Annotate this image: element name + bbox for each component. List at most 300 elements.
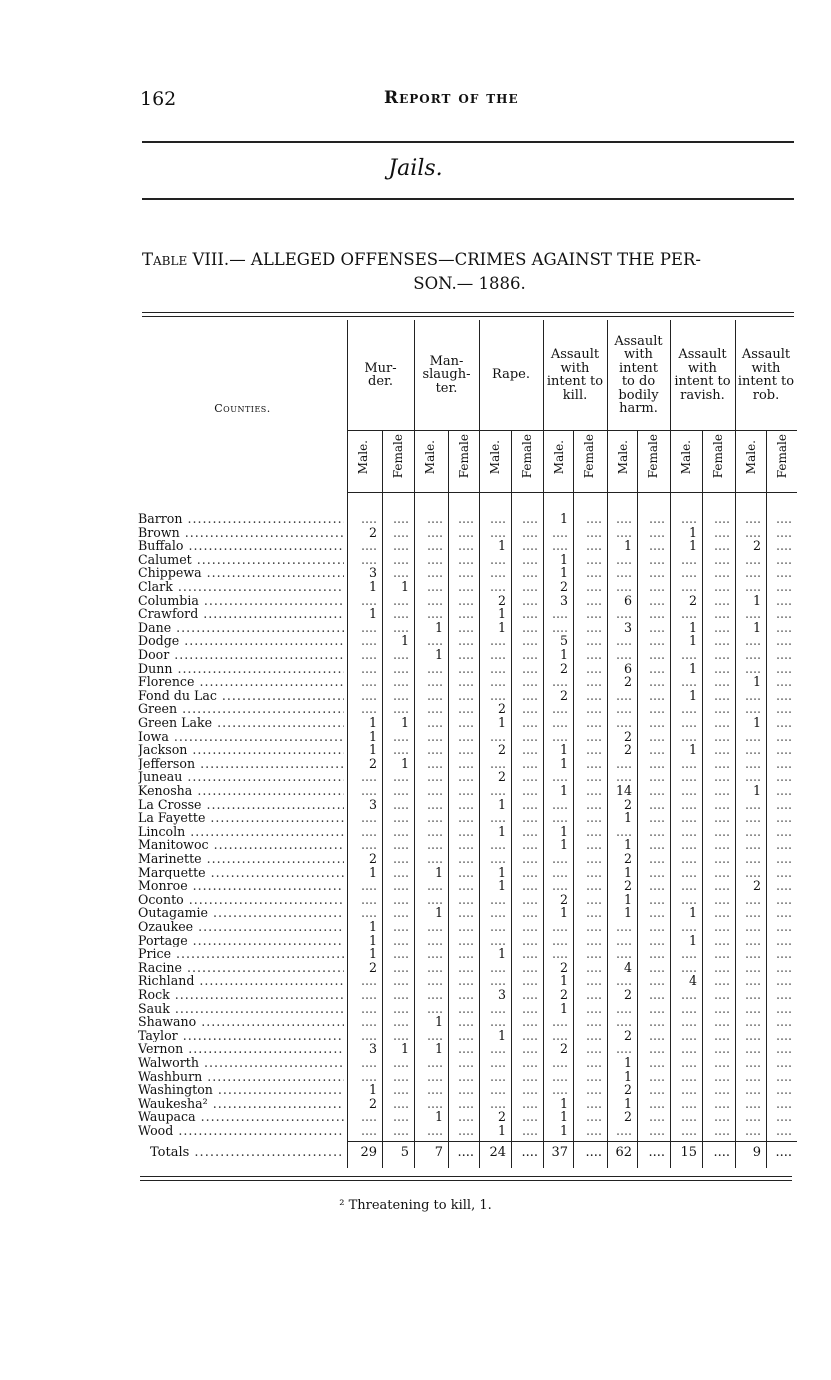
- table-cell: ....: [713, 959, 730, 975]
- table-cell: ....: [713, 864, 730, 880]
- table-cell: 2: [623, 796, 632, 812]
- table-cell: ....: [551, 1027, 568, 1043]
- table-cell: ....: [615, 769, 632, 785]
- table-cell: ....: [713, 1000, 730, 1016]
- table-cell: ....: [680, 891, 697, 907]
- table-cell: ....: [775, 905, 792, 921]
- table-cell: ....: [585, 592, 602, 608]
- table-cell: ....: [392, 905, 409, 921]
- table-row: [0, 566, 831, 580]
- table-cell: ....: [521, 783, 538, 798]
- table-cell: 1: [559, 905, 568, 921]
- column-group-header: Assault with intent to ravish.: [674, 347, 731, 403]
- table-cell: 1: [497, 1027, 506, 1043]
- table-cell: ....: [585, 1082, 602, 1098]
- table-cell: 1: [559, 755, 568, 771]
- table-cell: ....: [457, 769, 474, 785]
- table-cell: ....: [551, 946, 568, 962]
- table-cell: ....: [585, 606, 602, 622]
- county-name: Racine .....: [138, 961, 344, 975]
- table-cell: 1: [688, 660, 697, 676]
- table-cell: 1: [559, 551, 568, 567]
- table-cell: ....: [775, 878, 792, 894]
- table-cell: ....: [775, 891, 792, 907]
- male-subheader: Male.: [616, 440, 630, 475]
- table-cell: ....: [426, 606, 443, 622]
- table-cell: ....: [521, 1000, 538, 1016]
- table-cell: ....: [713, 1095, 730, 1111]
- male-subheader: Male.: [552, 440, 566, 475]
- table-cell: 2: [752, 878, 761, 894]
- table-cell: ....: [744, 1068, 761, 1084]
- table-cell: ....: [360, 823, 377, 839]
- table-cell: ....: [648, 579, 665, 594]
- table-cell: ....: [775, 660, 792, 676]
- table-row: [0, 648, 831, 662]
- table-cell: ....: [680, 959, 697, 975]
- table-cell: ....: [457, 1027, 474, 1043]
- table-cell: ....: [426, 701, 443, 717]
- table-cell: ....: [521, 919, 538, 934]
- table-cell: ....: [521, 619, 538, 635]
- table-cell: ....: [775, 796, 792, 812]
- table-cell: 3: [623, 619, 632, 635]
- table-cell: 1: [497, 823, 506, 839]
- table-cell: ....: [426, 551, 443, 567]
- table-cell: ....: [521, 973, 538, 989]
- table-cell: ....: [680, 823, 697, 839]
- table-cell: ....: [426, 1000, 443, 1016]
- table-cell: ....: [392, 769, 409, 785]
- table-cell: ....: [648, 864, 665, 880]
- table-cell: ....: [426, 1068, 443, 1084]
- table-cell: ....: [615, 579, 632, 594]
- table-cell: ....: [521, 660, 538, 676]
- table-cell: 2: [497, 701, 506, 717]
- table-cell: ....: [426, 592, 443, 608]
- table-cell: ....: [551, 701, 568, 717]
- table-cell: ....: [457, 905, 474, 921]
- table-cell: ....: [775, 606, 792, 622]
- table-cell: ....: [521, 674, 538, 690]
- table-cell: ....: [551, 619, 568, 635]
- table-cell: ....: [360, 769, 377, 785]
- table-cell: ....: [680, 769, 697, 785]
- table-row: [0, 702, 831, 716]
- table-cell: 2: [623, 1027, 632, 1043]
- table-cell: ....: [551, 878, 568, 894]
- county-name: Barron .....: [138, 512, 344, 526]
- table-cell: ....: [680, 851, 697, 866]
- county-name: Juneau .....: [138, 770, 344, 784]
- table-cell: ....: [744, 1041, 761, 1057]
- totals-cell: 62: [615, 1145, 632, 1160]
- table-cell: ....: [744, 864, 761, 880]
- table-cell: 2: [497, 592, 506, 608]
- table-cell: ....: [680, 1109, 697, 1125]
- table-cell: 2: [559, 687, 568, 703]
- table-cell: ....: [615, 606, 632, 622]
- table-cell: ....: [551, 919, 568, 934]
- table-cell: ....: [585, 823, 602, 839]
- table-cell: 1: [623, 1055, 632, 1070]
- table-cell: 1: [688, 932, 697, 948]
- table-cell: 1: [559, 511, 568, 526]
- table-row: [0, 866, 831, 880]
- table-cell: ....: [713, 565, 730, 581]
- table-cell: ....: [775, 987, 792, 1002]
- table-cell: ....: [489, 973, 506, 989]
- table-cell: ....: [521, 851, 538, 866]
- table-cell: 1: [400, 633, 409, 649]
- table-cell: ....: [457, 728, 474, 744]
- table-cell: ....: [457, 823, 474, 839]
- table-cell: 1: [497, 715, 506, 730]
- table-row: [0, 852, 831, 866]
- table-cell: ....: [648, 606, 665, 622]
- table-cell: ....: [457, 837, 474, 853]
- table-cell: ....: [775, 823, 792, 839]
- table-cell: ....: [521, 1095, 538, 1111]
- table-cell: ....: [585, 755, 602, 771]
- table-title: [142, 248, 797, 296]
- table-cell: ....: [713, 755, 730, 771]
- table-cell: ....: [360, 1109, 377, 1125]
- table-cell: 1: [434, 647, 443, 662]
- table-cell: 1: [623, 891, 632, 907]
- table-cell: ....: [457, 946, 474, 962]
- table-cell: ....: [713, 1109, 730, 1125]
- table-cell: ....: [648, 551, 665, 567]
- table-cell: ....: [585, 1123, 602, 1138]
- table-cell: ....: [775, 932, 792, 948]
- table-row: [0, 906, 831, 920]
- table-cell: 1: [688, 633, 697, 649]
- table-cell: ....: [521, 959, 538, 975]
- table-cell: ....: [744, 810, 761, 826]
- table-cell: ....: [775, 1095, 792, 1111]
- table-cell: ....: [680, 715, 697, 730]
- table-cell: ....: [648, 919, 665, 934]
- table-cell: ....: [521, 1109, 538, 1125]
- table-cell: ....: [426, 837, 443, 853]
- table-row: [0, 1083, 831, 1097]
- table-row: [0, 1056, 831, 1070]
- table-cell: ....: [713, 633, 730, 649]
- table-cell: ....: [775, 592, 792, 608]
- table-cell: ....: [360, 1027, 377, 1043]
- table-row: [0, 1042, 831, 1056]
- table-cell: ....: [426, 810, 443, 826]
- table-cell: 2: [623, 674, 632, 690]
- table-cell: ....: [489, 1055, 506, 1070]
- table-cell: ....: [615, 973, 632, 989]
- table-cell: ....: [426, 783, 443, 798]
- table-cell: ....: [744, 1123, 761, 1138]
- table-cell: ....: [585, 973, 602, 989]
- table-cell: ....: [775, 1041, 792, 1057]
- county-name: La Crosse .....: [138, 798, 344, 812]
- table-cell: ....: [713, 1123, 730, 1138]
- table-cell: ....: [521, 1027, 538, 1043]
- table-cell: ....: [648, 1055, 665, 1070]
- table-cell: ....: [615, 565, 632, 581]
- table-cell: ....: [457, 592, 474, 608]
- table-cell: ....: [585, 538, 602, 554]
- table-cell: ....: [615, 715, 632, 730]
- table-cell: ....: [392, 551, 409, 567]
- table-cell: ....: [744, 660, 761, 676]
- table-cell: 1: [434, 1041, 443, 1057]
- table-cell: ....: [585, 1027, 602, 1043]
- table-cell: ....: [360, 1123, 377, 1138]
- table-cell: ....: [360, 905, 377, 921]
- table-cell: ....: [585, 905, 602, 921]
- table-cell: ....: [648, 783, 665, 798]
- table-cell: ....: [713, 769, 730, 785]
- table-cell: ....: [713, 592, 730, 608]
- table-cell: 2: [752, 538, 761, 554]
- table-cell: ....: [551, 728, 568, 744]
- table-cell: ....: [551, 715, 568, 730]
- table-cell: ....: [744, 579, 761, 594]
- table-cell: ....: [360, 1055, 377, 1070]
- table-cell: ....: [744, 905, 761, 921]
- table-row: [0, 662, 831, 676]
- table-cell: 2: [623, 851, 632, 866]
- table-cell: ....: [426, 851, 443, 866]
- table-cell: ....: [489, 810, 506, 826]
- table-cell: ....: [680, 810, 697, 826]
- table-cell: ....: [775, 1014, 792, 1030]
- table-cell: ....: [392, 742, 409, 758]
- footnote: ² Threatening to kill, 1.: [339, 1198, 492, 1213]
- table-cell: ....: [551, 538, 568, 554]
- table-cell: 3: [368, 796, 377, 812]
- county-name: Buffalo .....: [138, 539, 344, 553]
- table-cell: ....: [744, 769, 761, 785]
- table-cell: 1: [688, 524, 697, 540]
- table-cell: ....: [648, 946, 665, 962]
- table-cell: ....: [680, 1055, 697, 1070]
- county-name: Dunn .....: [138, 662, 344, 676]
- column-group-header: Assault with intent to do bodily harm.: [614, 333, 663, 416]
- table-cell: ....: [521, 810, 538, 826]
- table-cell: ....: [521, 932, 538, 948]
- county-name: Washington .....: [138, 1083, 344, 1097]
- county-name: Jackson .....: [138, 743, 344, 757]
- table-row: [0, 689, 831, 703]
- totals-cell: ....: [775, 1145, 792, 1160]
- county-name: Oconto .....: [138, 893, 344, 907]
- table-bottom-rule: [140, 1176, 792, 1177]
- table-cell: ....: [457, 619, 474, 635]
- female-subheader: Female: [775, 434, 789, 479]
- table-cell: ....: [648, 878, 665, 894]
- table-cell: ....: [392, 973, 409, 989]
- table-cell: ....: [521, 891, 538, 907]
- table-cell: ....: [713, 810, 730, 826]
- table-cell: 1: [368, 606, 377, 622]
- female-subheader: Female: [711, 434, 725, 479]
- table-cell: ....: [775, 633, 792, 649]
- table-cell: ....: [744, 1055, 761, 1070]
- table-cell: ....: [585, 742, 602, 758]
- table-cell: ....: [521, 1055, 538, 1070]
- table-cell: ....: [585, 891, 602, 907]
- table-cell: 1: [559, 973, 568, 989]
- table-cell: ....: [713, 742, 730, 758]
- table-cell: ....: [360, 647, 377, 662]
- table-cell: ....: [489, 1041, 506, 1057]
- table-cell: ....: [457, 810, 474, 826]
- table-cell: ....: [551, 1082, 568, 1098]
- table-cell: ....: [426, 524, 443, 540]
- table-cell: ....: [585, 1014, 602, 1030]
- table-cell: ....: [744, 1109, 761, 1125]
- table-row: [0, 621, 831, 635]
- table-cell: ....: [680, 647, 697, 662]
- table-cell: 1: [623, 538, 632, 554]
- table-cell: ....: [713, 823, 730, 839]
- table-cell: ....: [713, 728, 730, 744]
- table-cell: ....: [457, 1095, 474, 1111]
- table-cell: ....: [551, 769, 568, 785]
- table-cell: ....: [744, 1000, 761, 1016]
- county-name: Jefferson .....: [138, 757, 344, 771]
- table-cell: ....: [392, 687, 409, 703]
- table-cell: ....: [426, 728, 443, 744]
- totals-cell: ....: [585, 1145, 602, 1160]
- table-cell: ....: [489, 687, 506, 703]
- table-cell: ....: [585, 1000, 602, 1016]
- table-cell: 1: [368, 864, 377, 880]
- table-cell: ....: [360, 837, 377, 853]
- table-row: [0, 1097, 831, 1111]
- table-cell: ....: [392, 932, 409, 948]
- table-cell: ....: [680, 701, 697, 717]
- table-cell: ....: [585, 946, 602, 962]
- table-cell: ....: [585, 987, 602, 1002]
- table-cell: ....: [615, 1014, 632, 1030]
- table-cell: ....: [615, 701, 632, 717]
- table-cell: ....: [680, 565, 697, 581]
- table-cell: ....: [521, 606, 538, 622]
- county-name: Vernon .....: [138, 1042, 344, 1056]
- table-cell: ....: [648, 565, 665, 581]
- table-cell: ....: [775, 565, 792, 581]
- female-subheader: Female: [646, 434, 660, 479]
- table-cell: ....: [615, 946, 632, 962]
- table-cell: ....: [426, 715, 443, 730]
- table-row: [0, 825, 831, 839]
- table-cell: ....: [521, 769, 538, 785]
- table-cell: 1: [497, 606, 506, 622]
- table-cell: ....: [392, 891, 409, 907]
- table-cell: ....: [392, 796, 409, 812]
- county-name: Dane .....: [138, 621, 344, 635]
- table-cell: ....: [648, 959, 665, 975]
- table-cell: ....: [457, 606, 474, 622]
- table-cell: ....: [489, 551, 506, 567]
- table-cell: ....: [392, 837, 409, 853]
- table-cell: ....: [585, 660, 602, 676]
- county-name: Crawford .....: [138, 607, 344, 621]
- male-subheader: Male.: [423, 440, 437, 475]
- table-cell: 1: [559, 783, 568, 798]
- county-name: Waupaca .....: [138, 1110, 344, 1124]
- table-cell: ....: [489, 1095, 506, 1111]
- table-cell: ....: [744, 728, 761, 744]
- table-cell: ....: [521, 701, 538, 717]
- table-cell: ....: [521, 1123, 538, 1138]
- table-cell: ....: [713, 674, 730, 690]
- table-row: [0, 594, 831, 608]
- table-cell: 2: [559, 959, 568, 975]
- table-cell: ....: [360, 810, 377, 826]
- table-cell: ....: [713, 987, 730, 1002]
- table-cell: 2: [559, 579, 568, 594]
- table-cell: ....: [551, 674, 568, 690]
- totals-cell: 5: [400, 1145, 409, 1160]
- page-number: 162: [140, 88, 177, 110]
- table-cell: ....: [392, 1123, 409, 1138]
- table-cell: ....: [489, 851, 506, 866]
- table-cell: ....: [392, 660, 409, 676]
- table-cell: ....: [521, 946, 538, 962]
- table-cell: 5: [559, 633, 568, 649]
- table-cell: ....: [360, 674, 377, 690]
- totals-cell: 29: [360, 1145, 377, 1160]
- table-cell: ....: [744, 551, 761, 567]
- table-cell: 3: [559, 592, 568, 608]
- column-group-header: Man- slaugh- ter.: [422, 353, 471, 396]
- table-cell: ....: [775, 524, 792, 540]
- table-cell: ....: [713, 973, 730, 989]
- table-cell: ....: [680, 946, 697, 962]
- table-cell: ....: [457, 1000, 474, 1016]
- table-cell: ....: [648, 728, 665, 744]
- table-cell: ....: [713, 796, 730, 812]
- table-cell: ....: [585, 687, 602, 703]
- table-cell: ....: [744, 987, 761, 1002]
- table-cell: 1: [434, 619, 443, 635]
- table-cell: ....: [585, 864, 602, 880]
- table-top-rule-2: [142, 316, 794, 317]
- table-cell: ....: [775, 769, 792, 785]
- table-row: [0, 607, 831, 621]
- table-cell: ....: [457, 715, 474, 730]
- county-name: La Fayette .....: [138, 811, 344, 825]
- table-cell: ....: [713, 551, 730, 567]
- table-cell: ....: [775, 1000, 792, 1016]
- table-title-line2: SON.— 1886.: [413, 274, 526, 293]
- table-cell: ....: [648, 796, 665, 812]
- totals-cell: 24: [489, 1145, 506, 1160]
- table-cell: ....: [426, 959, 443, 975]
- table-cell: 2: [559, 987, 568, 1002]
- table-cell: ....: [426, 1027, 443, 1043]
- county-name: Outagamie .....: [138, 906, 344, 920]
- table-cell: ....: [360, 1014, 377, 1030]
- table-cell: ....: [426, 565, 443, 581]
- table-cell: ....: [744, 1027, 761, 1043]
- table-cell: ....: [521, 538, 538, 554]
- table-cell: 1: [368, 579, 377, 594]
- table-cell: ....: [392, 1014, 409, 1030]
- county-name: Green Lake .....: [138, 716, 344, 730]
- table-row: [0, 1124, 831, 1138]
